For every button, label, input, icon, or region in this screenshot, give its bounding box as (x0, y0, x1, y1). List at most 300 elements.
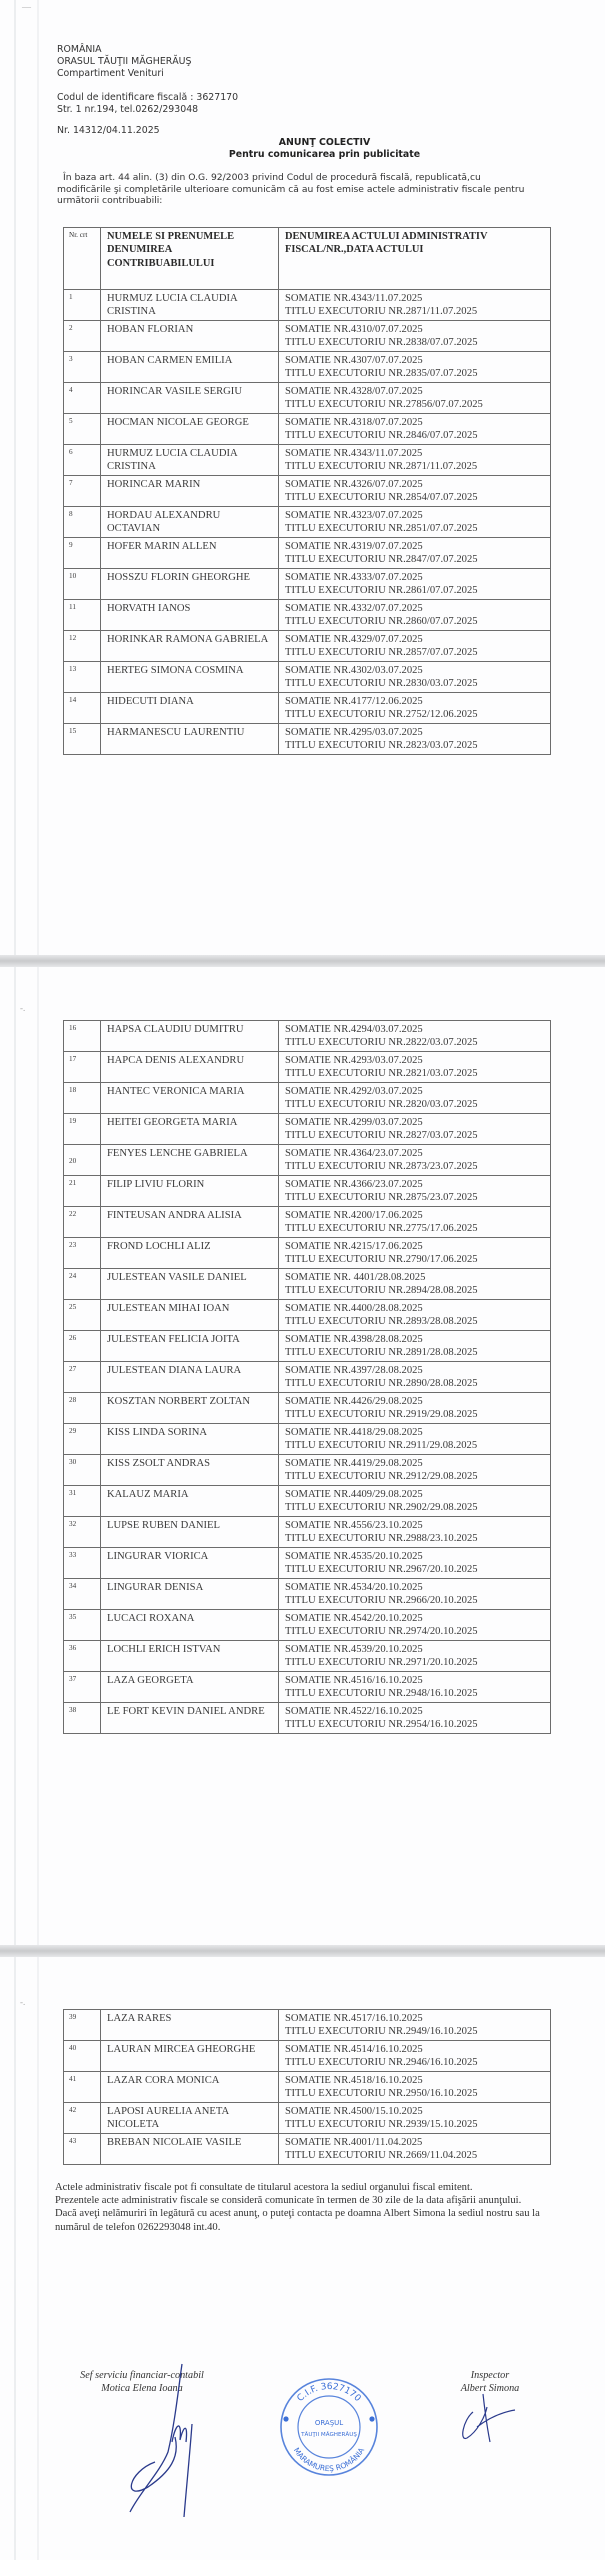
row-number: 5 (64, 414, 101, 445)
taxpayer-name: FINTEUSAN ANDRA ALISIA (101, 1207, 279, 1238)
row-number: 34 (64, 1579, 101, 1610)
titlu-executoriu-reference: TITLU EXECUTORIU NR.2854/07.07.2025 (285, 492, 478, 504)
titlu-executoriu-reference: TITLU EXECUTORIU NR.2838/07.07.2025 (285, 337, 478, 349)
titlu-executoriu-reference: TITLU EXECUTORIU NR.2871/11.07.2025 (285, 461, 478, 473)
taxpayer-name: HOFER MARIN ALLEN (101, 538, 279, 569)
taxpayer-name: LOCHLI ERICH ISTVAN (101, 1641, 279, 1672)
row-number: 23 (64, 1238, 101, 1269)
titlu-executoriu-reference: TITLU EXECUTORIU NR.2891/28.08.2025 (285, 1347, 478, 1359)
fiscal-act (279, 1703, 551, 1734)
somatie-reference: SOMATIE NR.4293/03.07.2025 (285, 1055, 423, 1066)
fiscal-act (279, 1145, 551, 1176)
somatie-reference: SOMATIE NR.4326/07.07.2025 (285, 479, 423, 490)
taxpayer-name: JULESTEAN MIHAI IOAN (101, 1300, 279, 1331)
somatie-reference: SOMATIE NR.4398/28.08.2025 (285, 1334, 423, 1345)
signature-left-title: Sef serviciu financiar-contabil (80, 2370, 204, 2381)
titlu-executoriu-reference: TITLU EXECUTORIU NR.2902/29.08.2025 (285, 1502, 478, 1514)
scan-mark: — (22, 2, 31, 12)
row-number: 3 (64, 352, 101, 383)
somatie-reference: SOMATIE NR.4500/15.10.2025 (285, 2106, 423, 2117)
table-row (64, 476, 551, 507)
signature-right-name: Albert Simona (460, 2382, 520, 2394)
somatie-reference: SOMATIE NR.4534/20.10.2025 (285, 1582, 423, 1593)
titlu-executoriu-reference: TITLU EXECUTORIU NR.2847/07.07.2025 (285, 554, 478, 566)
fiscal-act (279, 1393, 551, 1424)
taxpayer-name: LAZAR CORA MONICA (101, 2072, 279, 2103)
titlu-executoriu-reference: TITLU EXECUTORIU NR.2949/16.10.2025 (285, 2026, 478, 2038)
table-row (64, 1517, 551, 1548)
titlu-executoriu-reference: TITLU EXECUTORIU NR.2669/11.04.2025 (285, 2150, 478, 2162)
fiscal-act (279, 1424, 551, 1455)
titlu-executoriu-reference: TITLU EXECUTORIU NR.2950/16.10.2025 (285, 2088, 478, 2100)
taxpayer-name: JULESTEAN VASILE DANIEL (101, 1269, 279, 1300)
titlu-executoriu-reference: TITLU EXECUTORIU NR.2822/03.07.2025 (285, 1037, 478, 1049)
taxpayer-name: LINGURAR VIORICA (101, 1548, 279, 1579)
somatie-reference: SOMATIE NR.4542/20.10.2025 (285, 1613, 423, 1624)
somatie-reference: SOMATIE NR.4294/03.07.2025 (285, 1024, 423, 1035)
row-number: 43 (64, 2134, 101, 2165)
table-row (64, 2010, 551, 2041)
titlu-executoriu-reference: TITLU EXECUTORIU NR.2775/17.06.2025 (285, 1223, 478, 1235)
titlu-executoriu-reference: TITLU EXECUTORIU NR.2851/07.07.2025 (285, 523, 478, 535)
somatie-reference: SOMATIE NR.4329/07.07.2025 (285, 634, 423, 645)
taxpayer-table-page-3 (63, 2009, 551, 2165)
table-row (64, 352, 551, 383)
row-number: 16 (64, 1021, 101, 1052)
somatie-reference: SOMATIE NR.4397/28.08.2025 (285, 1365, 423, 1376)
letterhead-town: ORASUL TĂUŢII MĂGHERĂUŞ (57, 55, 192, 67)
table-row (64, 1548, 551, 1579)
row-number: 30 (64, 1455, 101, 1486)
row-number: 37 (64, 1672, 101, 1703)
taxpayer-name: LE FORT KEVIN DANIEL ANDRE (101, 1703, 279, 1734)
taxpayer-name: LAPOSI AURELIA ANETA NICOLETA (101, 2103, 279, 2134)
taxpayer-name: HIDECUTI DIANA (101, 693, 279, 724)
table-row (64, 2072, 551, 2103)
somatie-reference: SOMATIE NR.4535/20.10.2025 (285, 1551, 423, 1562)
stamp-text-line2: TĂUŢII MĂGHERĂUŞ (301, 2432, 357, 2438)
fiscal-act (279, 1579, 551, 1610)
row-number: 4 (64, 383, 101, 414)
taxpayer-name: LUCACI ROXANA (101, 1610, 279, 1641)
row-number: 41 (64, 2072, 101, 2103)
somatie-reference: SOMATIE NR.4177/12.06.2025 (285, 696, 423, 707)
fiscal-act (279, 1269, 551, 1300)
footer-note-consult: Actele administrativ fiscale pot fi consultate de titularul acestora la sediul organului fiscal emitent. (55, 2182, 473, 2193)
row-number: 17 (64, 1052, 101, 1083)
titlu-executoriu-reference: TITLU EXECUTORIU NR.2823/03.07.2025 (285, 740, 478, 752)
somatie-reference: SOMATIE NR.4522/16.10.2025 (285, 1706, 423, 1717)
somatie-reference: SOMATIE NR.4328/07.07.2025 (285, 386, 423, 397)
fiscal-act (279, 414, 551, 445)
fiscal-act (279, 352, 551, 383)
fiscal-act (279, 693, 551, 724)
somatie-reference: SOMATIE NR.4556/23.10.2025 (285, 1520, 423, 1531)
scan-edge (37, 1957, 39, 2560)
table-header-row (64, 228, 551, 290)
titlu-executoriu-reference: TITLU EXECUTORIU NR.2974/20.10.2025 (285, 1626, 478, 1638)
taxpayer-name: KOSZTAN NORBERT ZOLTAN (101, 1393, 279, 1424)
taxpayer-name: FROND LOCHLI ALIZ (101, 1238, 279, 1269)
taxpayer-name: LAURAN MIRCEA GHEORGHE (101, 2041, 279, 2072)
letterhead-department: Compartiment Venituri (57, 67, 164, 79)
titlu-executoriu-reference: TITLU EXECUTORIU NR.2893/28.08.2025 (285, 1316, 478, 1328)
fiscal-act (279, 1641, 551, 1672)
somatie-reference: SOMATIE NR.4307/07.07.2025 (285, 355, 423, 366)
titlu-executoriu-reference: TITLU EXECUTORIU NR.2752/12.06.2025 (285, 709, 478, 721)
taxpayer-name: LUPSE RUBEN DANIEL (101, 1517, 279, 1548)
fiscal-act (279, 600, 551, 631)
titlu-executoriu-reference: TITLU EXECUTORIU NR.2919/29.08.2025 (285, 1409, 478, 1421)
somatie-reference: SOMATIE NR.4215/17.06.2025 (285, 1241, 423, 1252)
table-row (64, 507, 551, 538)
somatie-reference: SOMATIE NR.4343/11.07.2025 (285, 448, 423, 459)
taxpayer-name: LINGURAR DENISA (101, 1579, 279, 1610)
fiscal-info (57, 92, 238, 116)
titlu-executoriu-reference: TITLU EXECUTORIU NR.2967/20.10.2025 (285, 1564, 478, 1576)
somatie-reference: SOMATIE NR.4419/29.08.2025 (285, 1458, 423, 1469)
column-header-act: DENUMIREA ACTULUI ADMINISTRATIV FISCAL/NR.,DATA ACTULUI (279, 228, 551, 290)
somatie-reference: SOMATIE NR.4299/03.07.2025 (285, 1117, 423, 1128)
somatie-reference: SOMATIE NR.4516/16.10.2025 (285, 1675, 423, 1686)
titlu-executoriu-reference: TITLU EXECUTORIU NR.2911/29.08.2025 (285, 1440, 478, 1452)
fiscal-act (279, 1176, 551, 1207)
fiscal-act (279, 1362, 551, 1393)
table-row (64, 2103, 551, 2134)
taxpayer-name: HURMUZ LUCIA CLAUDIA CRISTINA (101, 445, 279, 476)
table-row (64, 1176, 551, 1207)
scan-edge (14, 0, 16, 955)
taxpayer-name: KALAUZ MARIA (101, 1486, 279, 1517)
somatie-reference: SOMATIE NR.4426/29.08.2025 (285, 1396, 423, 1407)
somatie-reference: SOMATIE NR.4001/11.04.2025 (285, 2137, 423, 2148)
registration-number-text: Nr. 14312/04.11.2025 (57, 125, 160, 136)
row-number: 24 (64, 1269, 101, 1300)
table-row (64, 1393, 551, 1424)
taxpayer-name: HOSSZU FLORIN GHEORGHE (101, 569, 279, 600)
fiscal-act (279, 1052, 551, 1083)
table-row (64, 538, 551, 569)
footer-note-communicated: Prezentele acte administrativ fiscale se consideră comunicate în termen de 30 zile de la data afişării anunţului. (55, 2195, 522, 2207)
taxpayer-table-page-2 (63, 1020, 551, 1734)
table-row (64, 2041, 551, 2072)
titlu-executoriu-reference: TITLU EXECUTORIU NR.2827/03.07.2025 (285, 1130, 478, 1142)
taxpayer-name: HOCMAN NICOLAE GEORGE (101, 414, 279, 445)
titlu-executoriu-reference: TITLU EXECUTORIU NR.2821/03.07.2025 (285, 1068, 478, 1080)
somatie-reference: SOMATIE NR.4333/07.07.2025 (285, 572, 423, 583)
titlu-executoriu-reference: TITLU EXECUTORIU NR.2971/20.10.2025 (285, 1657, 478, 1669)
fiscal-act (279, 445, 551, 476)
titlu-executoriu-reference: TITLU EXECUTORIU NR.2830/03.07.2025 (285, 678, 478, 690)
table-row (64, 1269, 551, 1300)
document-page-2 (0, 967, 605, 1945)
table-row (64, 1331, 551, 1362)
signature-right-title: Inspector (470, 2370, 510, 2381)
row-number: 2 (64, 321, 101, 352)
registration-number (57, 125, 160, 137)
somatie-reference: SOMATIE NR.4323/07.07.2025 (285, 510, 423, 521)
somatie-reference: SOMATIE NR.4366/23.07.2025 (285, 1179, 423, 1190)
fiscal-act (279, 1517, 551, 1548)
table-row (64, 1455, 551, 1486)
scan-edge (37, 967, 39, 1945)
signature-left-name: Motica Elena Ioana (101, 2382, 183, 2394)
titlu-executoriu-reference: TITLU EXECUTORIU NR.2946/16.10.2025 (285, 2057, 478, 2069)
fiscal-act (279, 2010, 551, 2041)
row-number: 12 (64, 631, 101, 662)
fiscal-act (279, 1021, 551, 1052)
document-page-1 (0, 0, 605, 955)
taxpayer-name: HORINCAR MARIN (101, 476, 279, 507)
scan-edge (14, 967, 16, 1945)
document-subtitle: Pentru comunicarea prin publicitate (228, 149, 421, 160)
table-row (64, 1610, 551, 1641)
document-title: ANUNŢ COLECTIV (278, 137, 371, 148)
fiscal-act (279, 1486, 551, 1517)
row-number: 25 (64, 1300, 101, 1331)
somatie-reference: SOMATIE NR.4332/07.07.2025 (285, 603, 423, 614)
row-number: 19 (64, 1114, 101, 1145)
row-number: 20 (64, 1145, 101, 1176)
fiscal-act (279, 290, 551, 321)
titlu-executoriu-reference: TITLU EXECUTORIU NR.2875/23.07.2025 (285, 1192, 478, 1204)
row-number: 35 (64, 1610, 101, 1641)
fiscal-act (279, 2134, 551, 2165)
row-number: 36 (64, 1641, 101, 1672)
stamp-text-top: C.I.F. 3627170 (295, 2381, 363, 2404)
table-row (64, 1641, 551, 1672)
somatie-reference: SOMATIE NR.4539/20.10.2025 (285, 1644, 423, 1655)
somatie-reference: SOMATIE NR.4409/29.08.2025 (285, 1489, 423, 1500)
titlu-executoriu-reference: TITLU EXECUTORIU NR.2954/16.10.2025 (285, 1719, 478, 1731)
address: Str. 1 nr.194, tel.0262/293048 (57, 103, 199, 115)
column-header-name: NUMELE SI PRENUMELE DENUMIREA CONTRIBUABILULUI (101, 228, 279, 290)
table-row (64, 631, 551, 662)
footer-notes (55, 2181, 555, 2234)
handwritten-signature-left (120, 2362, 210, 2522)
fiscal-act (279, 631, 551, 662)
fiscal-act (279, 2103, 551, 2134)
fiscal-act (279, 1455, 551, 1486)
fiscal-act (279, 662, 551, 693)
fiscal-act (279, 538, 551, 569)
taxpayer-name: KISS LINDA SORINA (101, 1424, 279, 1455)
taxpayer-name: FILIP LIVIU FLORIN (101, 1176, 279, 1207)
somatie-reference: SOMATIE NR.4310/07.07.2025 (285, 324, 423, 335)
table-row (64, 1703, 551, 1734)
titlu-executoriu-reference: TITLU EXECUTORIU NR.2988/23.10.2025 (285, 1533, 478, 1545)
row-number: 18 (64, 1083, 101, 1114)
somatie-reference: SOMATIE NR.4318/07.07.2025 (285, 417, 423, 428)
row-number: 9 (64, 538, 101, 569)
taxpayer-name: HORINCAR VASILE SERGIU (101, 383, 279, 414)
titlu-executoriu-reference: TITLU EXECUTORIU NR.2894/28.08.2025 (285, 1285, 478, 1297)
somatie-reference: SOMATIE NR.4400/28.08.2025 (285, 1303, 423, 1314)
row-number: 6 (64, 445, 101, 476)
taxpayer-name: HORINKAR RAMONA GABRIELA (101, 631, 279, 662)
table-row (64, 1052, 551, 1083)
row-number: 40 (64, 2041, 101, 2072)
row-number: 27 (64, 1362, 101, 1393)
row-number: 14 (64, 693, 101, 724)
taxpayer-name: HAPSA CLAUDIU DUMITRU (101, 1021, 279, 1052)
row-number: 42 (64, 2103, 101, 2134)
table-row (64, 1083, 551, 1114)
somatie-reference: SOMATIE NR.4292/03.07.2025 (285, 1086, 423, 1097)
fiscal-act (279, 1610, 551, 1641)
taxpayer-name: HORDAU ALEXANDRU OCTAVIAN (101, 507, 279, 538)
titlu-executoriu-reference: TITLU EXECUTORIU NR.2820/03.07.2025 (285, 1099, 478, 1111)
intro-paragraph: În baza art. 44 alin. (3) din O.G. 92/2003 privind Codul de procedură fiscală, republicată,cu modificările şi completările ulterioare comunicăm că au fost emise actele administrativ fiscale pentru următorii contribuabili: (57, 172, 525, 207)
somatie-reference: SOMATIE NR.4517/16.10.2025 (285, 2013, 423, 2024)
taxpayer-table-page-1 (63, 227, 551, 755)
fiscal-act (279, 383, 551, 414)
table-row (64, 414, 551, 445)
titlu-executoriu-reference: TITLU EXECUTORIU NR.2871/11.07.2025 (285, 306, 478, 318)
table-row (64, 1238, 551, 1269)
titlu-executoriu-reference: TITLU EXECUTORIU NR.2790/17.06.2025 (285, 1254, 478, 1266)
row-number: 10 (64, 569, 101, 600)
row-number: 7 (64, 476, 101, 507)
table-row (64, 1424, 551, 1455)
page-separator (0, 955, 605, 967)
titlu-executoriu-reference: TITLU EXECUTORIU NR.2861/07.07.2025 (285, 585, 478, 597)
row-number: 15 (64, 724, 101, 755)
table-row (64, 383, 551, 414)
titlu-executoriu-reference: TITLU EXECUTORIU NR.2948/16.10.2025 (285, 1688, 478, 1700)
table-row (64, 1672, 551, 1703)
row-number: 1 (64, 290, 101, 321)
table-row (64, 693, 551, 724)
row-number: 13 (64, 662, 101, 693)
row-number: 39 (64, 2010, 101, 2041)
taxpayer-name: HOBAN CARMEN EMILIA (101, 352, 279, 383)
taxpayer-name: BREBAN NICOLAIE VASILE (101, 2134, 279, 2165)
somatie-reference: SOMATIE NR.4514/16.10.2025 (285, 2044, 423, 2055)
taxpayer-name: HEITEI GEORGETA MARIA (101, 1114, 279, 1145)
table-row (64, 2134, 551, 2165)
table-row (64, 1300, 551, 1331)
row-number: 21 (64, 1176, 101, 1207)
table-row (64, 600, 551, 631)
column-header-nr: Nr. crt (64, 228, 101, 290)
table-row (64, 724, 551, 755)
fiscal-act (279, 1672, 551, 1703)
row-number: 22 (64, 1207, 101, 1238)
table-row (64, 445, 551, 476)
taxpayer-name: JULESTEAN DIANA LAURA (101, 1362, 279, 1393)
letterhead (57, 44, 192, 79)
titlu-executoriu-reference: TITLU EXECUTORIU NR.2846/07.07.2025 (285, 430, 478, 442)
fiscal-act (279, 1207, 551, 1238)
table-row (64, 1145, 551, 1176)
titlu-executoriu-reference: TITLU EXECUTORIU NR.2857/07.07.2025 (285, 647, 478, 659)
titlu-executoriu-reference: TITLU EXECUTORIU NR.2835/07.07.2025 (285, 368, 478, 380)
titlu-executoriu-reference: TITLU EXECUTORIU NR.2873/23.07.2025 (285, 1161, 478, 1173)
scan-edge (14, 1957, 16, 2560)
somatie-reference: SOMATIE NR. 4401/28.08.2025 (285, 1272, 426, 1283)
table-row (64, 1207, 551, 1238)
somatie-reference: SOMATIE NR.4418/29.08.2025 (285, 1427, 423, 1438)
taxpayer-name: HURMUZ LUCIA CLAUDIA CRISTINA (101, 290, 279, 321)
taxpayer-name: LAZA RARES (101, 2010, 279, 2041)
fiscal-act (279, 2072, 551, 2103)
titlu-executoriu-reference: TITLU EXECUTORIU NR.2912/29.08.2025 (285, 1471, 478, 1483)
row-number: 31 (64, 1486, 101, 1517)
fiscal-act (279, 1238, 551, 1269)
somatie-reference: SOMATIE NR.4200/17.06.2025 (285, 1210, 423, 1221)
scan-mark: -. (20, 1003, 26, 1013)
fiscal-act (279, 321, 551, 352)
fiscal-act (279, 507, 551, 538)
fiscal-act (279, 1083, 551, 1114)
fiscal-act (279, 1114, 551, 1145)
somatie-reference: SOMATIE NR.4518/16.10.2025 (285, 2075, 423, 2086)
letterhead-country: ROMÂNIA (57, 44, 102, 55)
row-number: 28 (64, 1393, 101, 1424)
taxpayer-name: LAZA GEORGETA (101, 1672, 279, 1703)
table-row (64, 290, 551, 321)
table-row (64, 321, 551, 352)
table-row (64, 1021, 551, 1052)
fiscal-act (279, 1331, 551, 1362)
row-number: 32 (64, 1517, 101, 1548)
row-number: 29 (64, 1424, 101, 1455)
table-row (64, 1486, 551, 1517)
fiscal-act (279, 2041, 551, 2072)
table-row (64, 662, 551, 693)
table-row (64, 569, 551, 600)
row-number: 8 (64, 507, 101, 538)
row-number: 33 (64, 1548, 101, 1579)
footer-note-contact: Dacă aveţi nelămuriri în legătură cu acest anunţ, o puteţi contacta pe doamna Albert Simona la sediul nostru sau la numărul de telefon 0262293048 int.40. (55, 2208, 540, 2233)
titlu-executoriu-reference: TITLU EXECUTORIU NR.2860/07.07.2025 (285, 616, 478, 628)
taxpayer-name: HARMANESCU LAURENTIU (101, 724, 279, 755)
titlu-executoriu-reference: TITLU EXECUTORIU NR.2966/20.10.2025 (285, 1595, 478, 1607)
somatie-reference: SOMATIE NR.4364/23.07.2025 (285, 1148, 423, 1159)
fiscal-act (279, 476, 551, 507)
handwritten-signature-right (455, 2372, 525, 2447)
somatie-reference: SOMATIE NR.4302/03.07.2025 (285, 665, 423, 676)
taxpayer-name: HOBAN FLORIAN (101, 321, 279, 352)
fiscal-act (279, 1300, 551, 1331)
taxpayer-name: HAPCA DENIS ALEXANDRU (101, 1052, 279, 1083)
taxpayer-name: KISS ZSOLT ANDRAS (101, 1455, 279, 1486)
page-separator (0, 1945, 605, 1957)
fiscal-act (279, 569, 551, 600)
table-row (64, 1114, 551, 1145)
official-stamp (277, 2375, 381, 2479)
table-row (64, 1362, 551, 1393)
row-number: 38 (64, 1703, 101, 1734)
titlu-executoriu-reference: TITLU EXECUTORIU NR.27856/07.07.2025 (285, 399, 483, 411)
stamp-text-line1: ORAŞUL (314, 2419, 344, 2427)
titlu-executoriu-reference: TITLU EXECUTORIU NR.2939/15.10.2025 (285, 2119, 478, 2131)
table-row (64, 1579, 551, 1610)
taxpayer-name: HANTEC VERONICA MARIA (101, 1083, 279, 1114)
somatie-reference: SOMATIE NR.4343/11.07.2025 (285, 293, 423, 304)
taxpayer-name: JULESTEAN FELICIA JOITA (101, 1331, 279, 1362)
taxpayer-name: FENYES LENCHE GABRIELA (101, 1145, 279, 1176)
somatie-reference: SOMATIE NR.4319/07.07.2025 (285, 541, 423, 552)
taxpayer-name: HORVATH IANOS (101, 600, 279, 631)
titlu-executoriu-reference: TITLU EXECUTORIU NR.2890/28.08.2025 (285, 1378, 478, 1390)
fiscal-act (279, 724, 551, 755)
somatie-reference: SOMATIE NR.4295/03.07.2025 (285, 727, 423, 738)
taxpayer-name: HERTEG SIMONA COSMINA (101, 662, 279, 693)
scan-mark: -. (20, 1997, 26, 2007)
fiscal-code: Codul de identificare fiscală : 3627170 (57, 92, 239, 103)
